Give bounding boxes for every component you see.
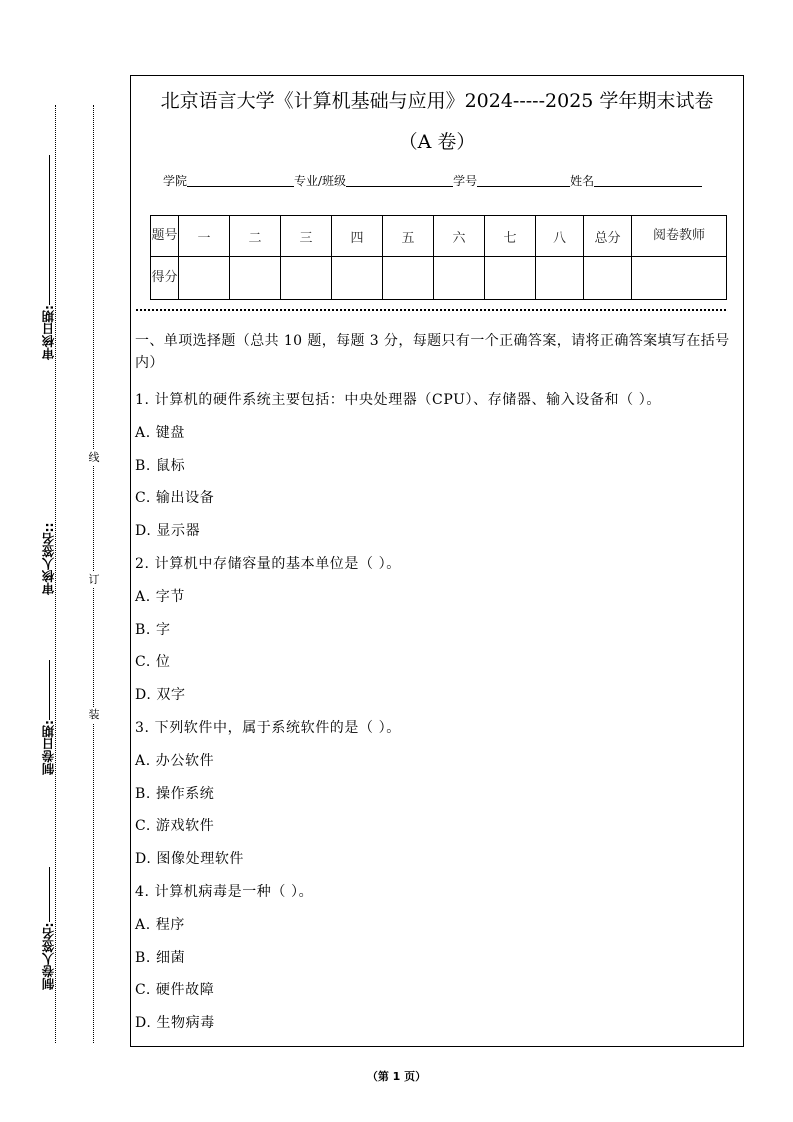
column-header: 一 <box>179 216 230 257</box>
major-class-field[interactable] <box>346 172 453 187</box>
score-cell[interactable] <box>332 257 383 300</box>
column-header: 二 <box>230 216 281 257</box>
paper-signature-label: 制卷人签名: <box>41 922 56 990</box>
paper-date-field <box>40 650 58 775</box>
score-cell[interactable] <box>434 257 485 300</box>
option[interactable]: C. 位 <box>135 654 171 671</box>
option[interactable]: B. 鼠标 <box>135 457 186 474</box>
paper-date-label: 制卷日期: <box>41 720 56 775</box>
question-2 <box>135 548 737 712</box>
score-cell[interactable] <box>179 257 230 300</box>
college-label: 学院 <box>163 174 188 188</box>
column-header: 五 <box>383 216 434 257</box>
exam-title: 北京语言大学《计算机基础与应用》2024-----2025 学年期末试卷 <box>160 90 714 112</box>
seal-dotted-line <box>136 309 726 311</box>
column-header: 六 <box>434 216 485 257</box>
reviewer-signature-field <box>40 495 58 595</box>
section-heading: 一、单项选择题（总共 10 题，每题 3 分，每题只有一个正确答案，请将正确答案填写在括号内） <box>135 333 730 371</box>
student-id-field[interactable] <box>477 172 570 187</box>
question-1 <box>135 384 737 548</box>
question-stem: 3. 下列软件中，属于系统软件的是（ ）。 <box>135 719 401 736</box>
column-header: 三 <box>281 216 332 257</box>
column-header: 总分 <box>584 216 632 257</box>
option[interactable]: C. 输出设备 <box>135 490 215 507</box>
paper-signature-field <box>40 855 58 990</box>
option[interactable]: D. 显示器 <box>135 523 201 540</box>
bind-char-staple: 订 <box>86 572 102 588</box>
score-table <box>150 215 727 300</box>
option[interactable]: A. 字节 <box>135 588 186 605</box>
score-cell[interactable] <box>383 257 434 300</box>
paper-date-blank[interactable] <box>49 660 50 720</box>
college-field[interactable] <box>187 172 294 187</box>
option[interactable]: A. 程序 <box>135 916 186 933</box>
exam-subtitle: （A 卷） <box>398 131 476 153</box>
page-number: （第 1 页） <box>366 1070 427 1083</box>
option[interactable]: D. 双字 <box>135 687 186 704</box>
name-field[interactable] <box>594 172 702 187</box>
option[interactable]: B. 细菌 <box>135 949 186 966</box>
bind-char-line: 线 <box>86 450 102 466</box>
paper-signature-blank[interactable] <box>49 868 50 923</box>
question-stem: 2. 计算机中存储容量的基本单位是（ ）。 <box>135 555 401 572</box>
reviewer-signature-label: 审核人签名:: <box>41 522 56 595</box>
question-number-label: 题号 <box>151 216 179 257</box>
option[interactable]: D. 生物病毒 <box>135 1015 215 1032</box>
student-id-label: 学号 <box>453 174 478 188</box>
option[interactable]: A. 键盘 <box>135 424 186 441</box>
score-table-score-row <box>151 257 727 300</box>
question-3 <box>135 712 737 876</box>
option[interactable]: C. 硬件故障 <box>135 982 215 999</box>
question-stem: 4. 计算机病毒是一种（ ）。 <box>135 883 314 900</box>
review-date-field <box>40 155 58 360</box>
column-header: 四 <box>332 216 383 257</box>
name-label: 姓名 <box>570 174 595 188</box>
review-date-blank[interactable] <box>49 155 50 305</box>
review-date-label: 审核日期: <box>41 305 56 360</box>
option[interactable]: D. 图像处理软件 <box>135 851 245 868</box>
column-header: 七 <box>485 216 536 257</box>
score-cell[interactable] <box>584 257 632 300</box>
option[interactable]: C. 游戏软件 <box>135 818 215 835</box>
major-class-label: 专业/班级 <box>294 174 347 188</box>
score-cell[interactable] <box>536 257 584 300</box>
score-table-header-row <box>151 216 727 257</box>
exam-content <box>135 330 737 1040</box>
bind-char-bind: 装 <box>86 707 102 723</box>
student-info-row <box>163 172 702 190</box>
score-cell[interactable] <box>485 257 536 300</box>
column-header: 八 <box>536 216 584 257</box>
option[interactable]: A. 办公软件 <box>135 752 215 769</box>
score-cell[interactable] <box>230 257 281 300</box>
score-cell[interactable] <box>281 257 332 300</box>
option[interactable]: B. 字 <box>135 621 171 638</box>
reviewer-signature-cell[interactable] <box>632 257 727 300</box>
option[interactable]: B. 操作系统 <box>135 785 215 802</box>
score-label: 得分 <box>151 257 179 300</box>
reviewer-teacher-label: 阅卷教师 <box>632 216 727 257</box>
question-4 <box>135 876 737 1040</box>
question-stem: 1. 计算机的硬件系统主要包括：中央处理器（CPU）、存储器、输入设备和（ ）。 <box>135 392 661 408</box>
